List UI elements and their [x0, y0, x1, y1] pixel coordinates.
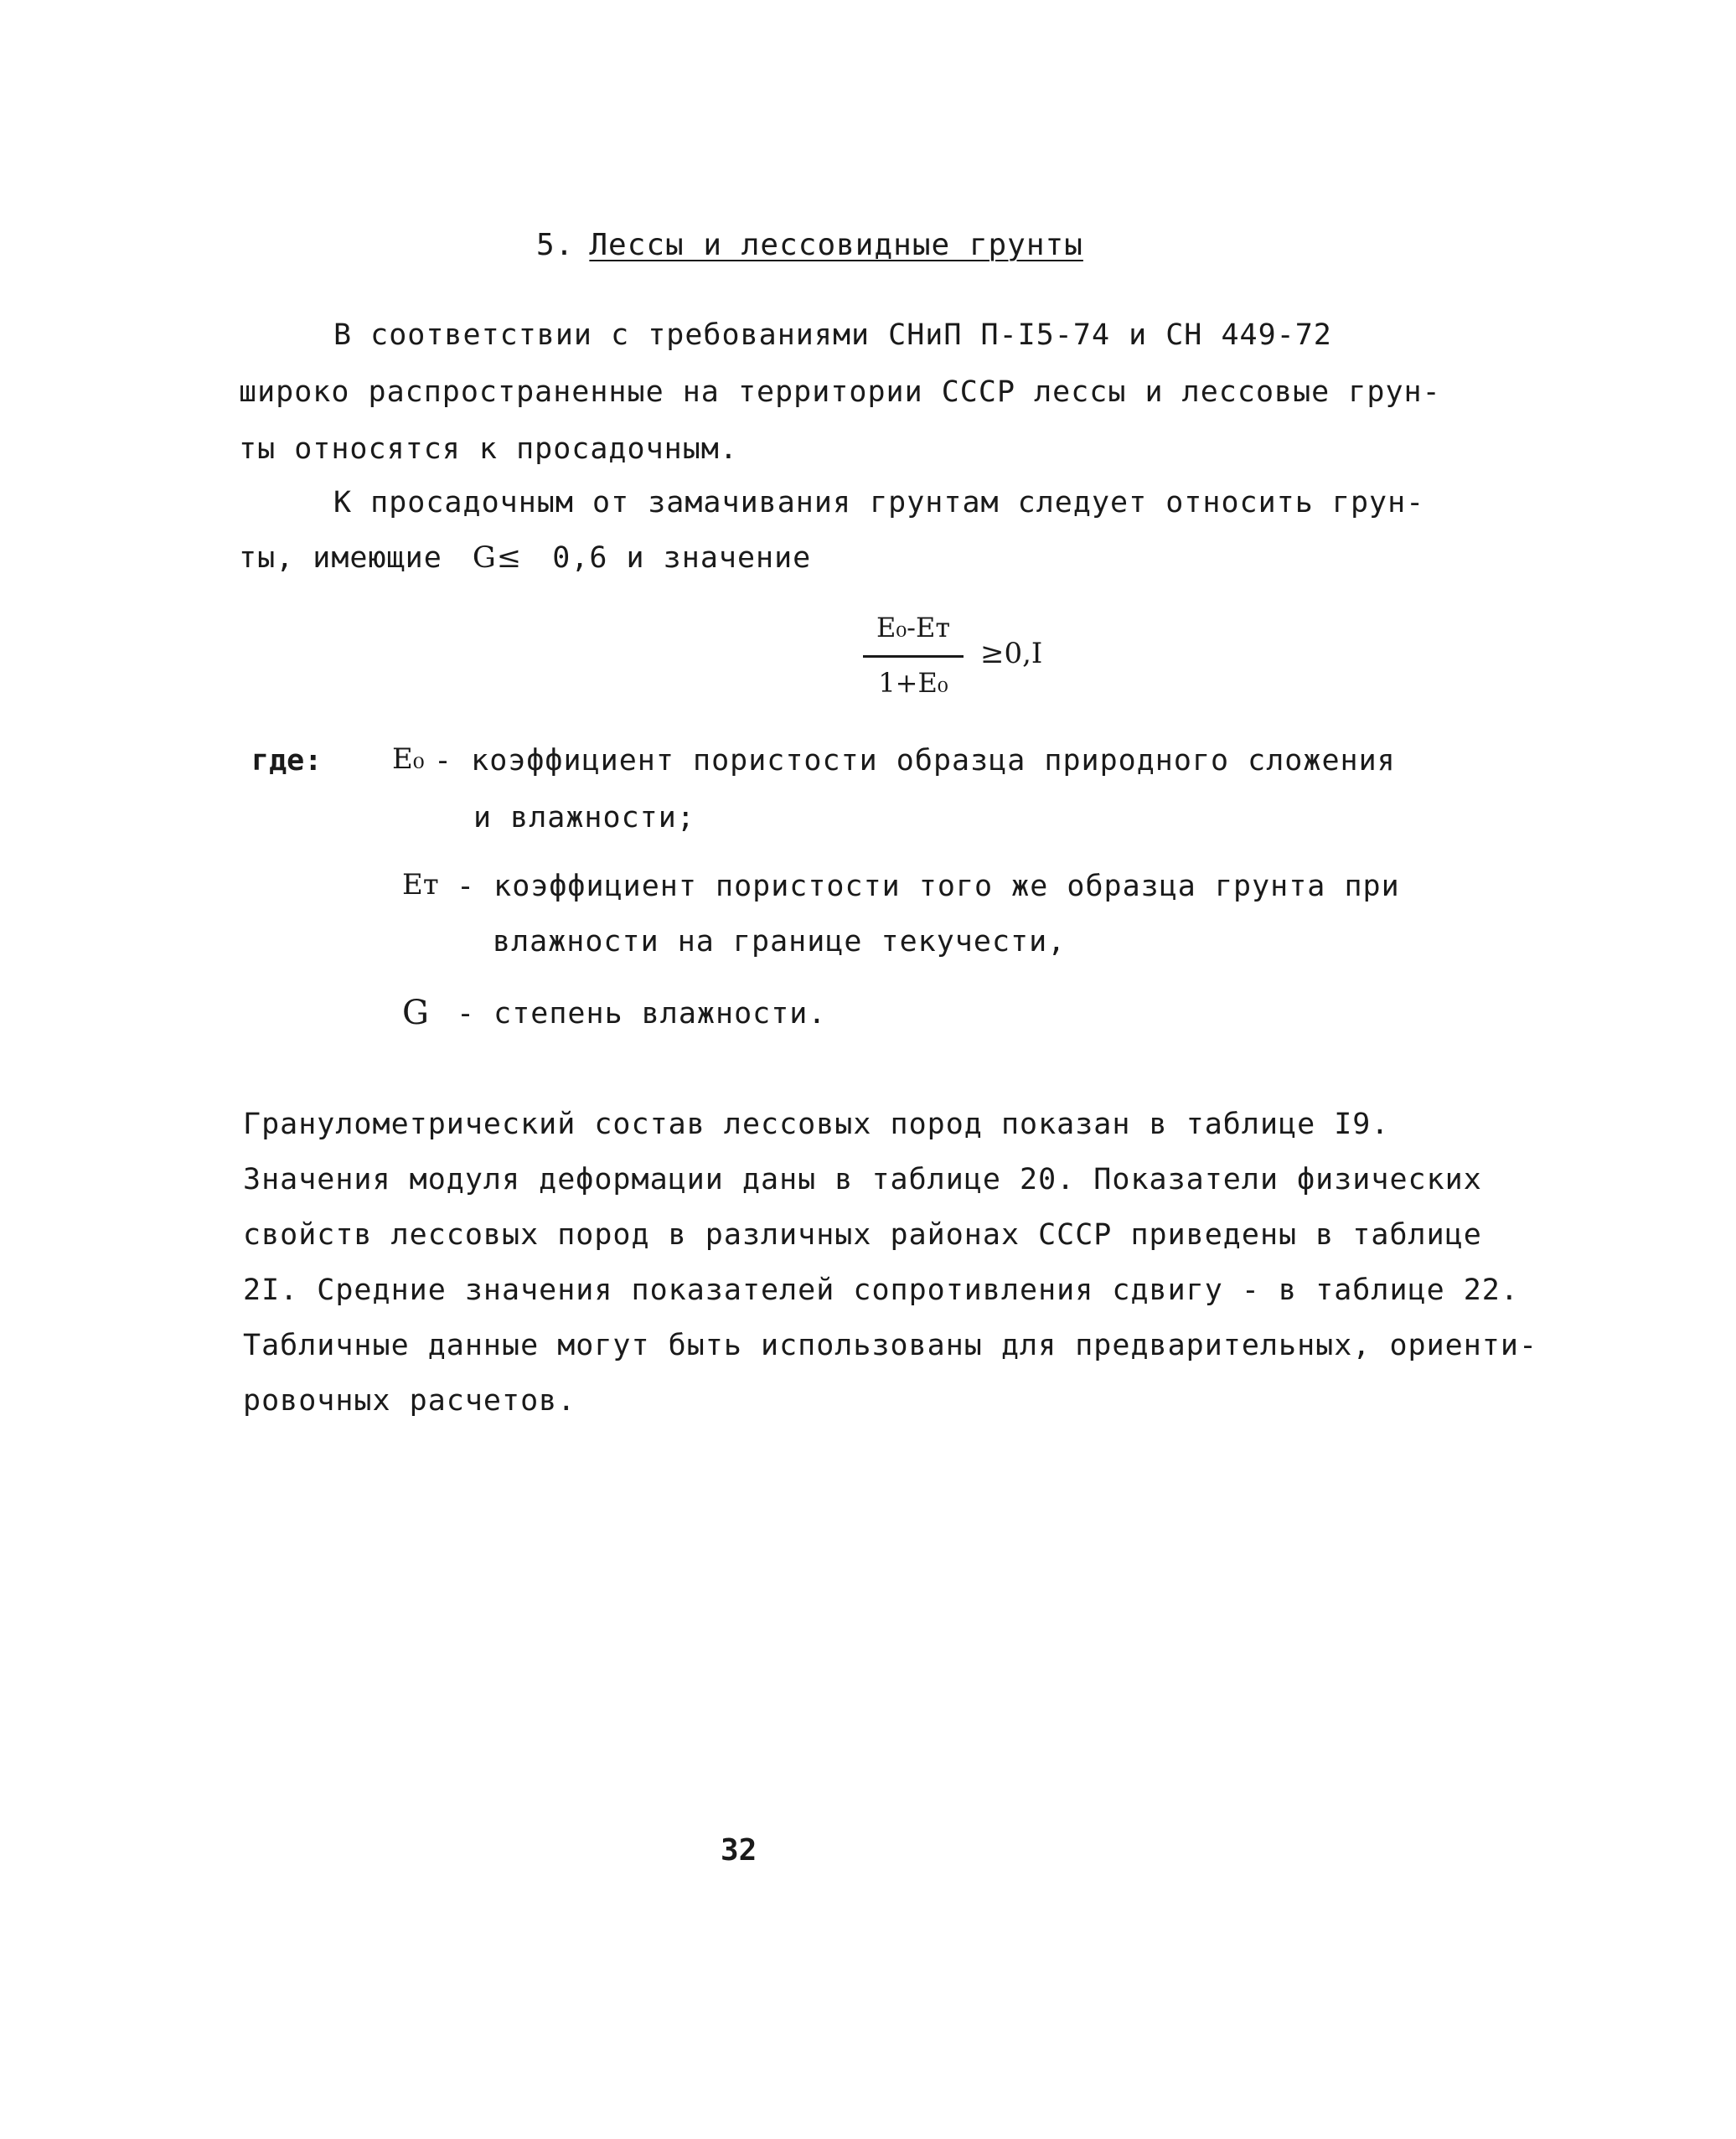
- section-title: Лессы и лессовидные грунты: [589, 228, 1083, 262]
- paragraph-1-line-2: широко распространенные на территории СССР лессы и лессовые грун-: [239, 375, 1441, 409]
- paragraph-3-line-3: свойств лессовых пород в различных районах СССР приведены в таблице: [243, 1218, 1482, 1252]
- paragraph-1-line-3: ты относятся к просадочным.: [239, 432, 738, 466]
- definition-et-line-2: влажности на границе текучести,: [493, 925, 1067, 958]
- definition-e0-line-2: и влажности;: [473, 801, 695, 834]
- paragraph-3-line-2: Значения модуля деформации даны в таблице 20. Показатели физических: [243, 1163, 1482, 1196]
- formula-numerator: E₀-Eт: [876, 612, 951, 643]
- paragraph-1-line-1: В соответствии с требованиями СНиП П-I5-74 и СН 449-72: [333, 318, 1332, 352]
- section-number: 5.: [536, 228, 575, 262]
- paragraph-2-line-2-suffix: 0,6 и значение: [552, 541, 812, 575]
- definition-symbol-e0: E₀: [392, 742, 425, 776]
- paragraph-3-line-1: Гранулометрический состав лессовых пород показан в таблице I9.: [243, 1108, 1390, 1141]
- paragraph-2-line-1: К просадочным от замачивания грунтам следует относить грун-: [333, 486, 1425, 519]
- paragraph-3-line-4: 2I. Средние значения показателей сопротивления сдвигу - в таблице 22.: [243, 1274, 1519, 1307]
- where-label: где:: [251, 744, 323, 778]
- definition-e0-line-1: - коэффициент пористости образца природного сложения: [434, 744, 1396, 778]
- formula-denominator: 1+E₀: [878, 667, 948, 699]
- paragraph-3-line-5: Табличные данные могут быть использованы для предварительных, ориенти-: [243, 1329, 1538, 1362]
- formula-inequality: ≥0,I: [980, 637, 1043, 670]
- definition-et-line-1: - коэффициент пористости того же образца грунта при: [457, 870, 1400, 903]
- page-number: 32: [721, 1833, 757, 1868]
- section-heading: [536, 228, 1083, 262]
- saturation-condition-symbol: G≤: [472, 541, 523, 575]
- definition-symbol-et: Eт: [402, 868, 439, 902]
- definition-symbol-g: G: [402, 994, 429, 1032]
- subsidence-formula: [863, 612, 1165, 721]
- paragraph-2-line-2: [239, 541, 811, 575]
- paragraph-3-line-6: ровочных расчетов.: [243, 1384, 576, 1418]
- definition-g-line-1: - степень влажности.: [457, 997, 827, 1031]
- paragraph-2-line-2-prefix: ты, имеющие: [239, 541, 442, 575]
- fraction-bar: [863, 655, 964, 658]
